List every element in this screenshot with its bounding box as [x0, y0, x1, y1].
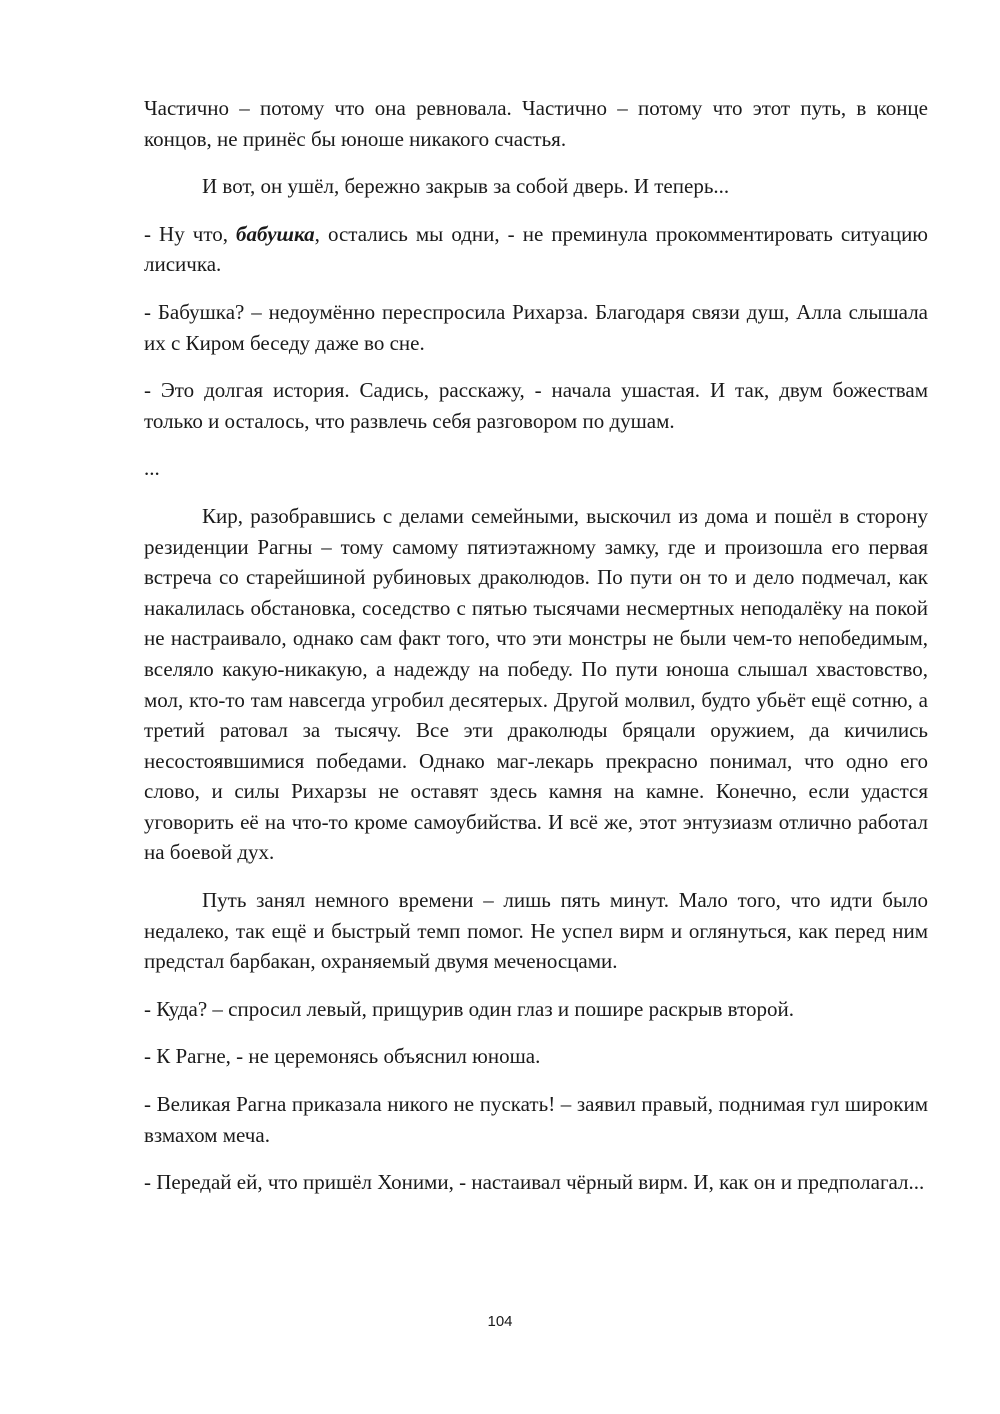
dialogue-text: - Ну что, [144, 221, 237, 246]
emphasized-word: бабушка [236, 221, 315, 246]
paragraph-1: Частично – потому что она ревновала. Частично – потому что этот путь, в конце концов, не принёс бы юноше никакого счастья. [144, 96, 928, 151]
paragraph-2: И вот, он ушёл, бережно закрыв за собой дверь. И теперь... [202, 174, 730, 199]
paragraph-9-dialogue: - Куда? – спросил левый, прищурив один глаз и пошире раскрыв второй. [144, 996, 794, 1021]
paragraph-7: Кир, разобравшись с делами семейными, выскочил из дома и пошёл в сторону резиденции Рагны – тому самому пятиэтажному замку, где и произошла его первая встреча со старейшиной рубиновых драколюдов. По пути он то и дело подмечал, как накалилась обстановка, соседство с пятью тысячами несмертных неподалёку на покой не настраивало, однако сам факт того, что эти монстры не были чем-то непобедимым, вселяло какую-никакую, а надежду на победу. По пути юноша слышал хвастовство, мол, кто-то там навсегда угробил десятерых. Другой молвил, будто убьёт ещё сотню, а третий ратовал за тысячу. Все эти драколюды бряцали оружием, да кичились несостоявшимися победами. Однако маг-лекарь прекрасно понимал, что одно его слово, и силы Рихарзы не оставят здесь камня на камне. Конечно, если удастся уговорить её на что-то кроме самоубийства. И всё же, этот энтузиазм отлично работал на боевой дух. [144, 503, 928, 865]
paragraph-11-dialogue: - Великая Рагна приказала никого не пускать! – заявил правый, поднимая гул широким взмахом меча. [144, 1092, 928, 1147]
scene-break: ... [144, 456, 160, 481]
paragraph-3-dialogue [144, 219, 928, 280]
paragraph-5-dialogue: - Это долгая история. Садись, расскажу, - начала ушастая. И так, двум божествам только и осталось, что развлечь себя разговором по душам. [144, 378, 928, 433]
paragraph-12-dialogue: - Передай ей, что пришёл Хоними, - настаивал чёрный вирм. И, как он и предполагал... [144, 1170, 925, 1195]
paragraph-8: Путь занял немного времени – лишь пять минут. Мало того, что идти было недалеко, так ещё и быстрый темп помог. Не успел вирм и оглянуться, как перед ним предстал барбакан, охраняемый двумя меченосцами. [144, 888, 928, 974]
document-page [144, 93, 928, 1215]
paragraph-10-dialogue: - К Рагне, - не церемонясь объяснил юноша. [144, 1044, 541, 1069]
dialogue-text: , остались мы одни, - не преминула прокомментировать ситуацию лисичка. [144, 221, 928, 277]
paragraph-4-dialogue: - Бабушка? – недоумённо переспросила Рихарза. Благодаря связи душ, Алла слышала их с Киром беседу даже во сне. [144, 299, 928, 355]
page-number: 104 [487, 1313, 513, 1330]
